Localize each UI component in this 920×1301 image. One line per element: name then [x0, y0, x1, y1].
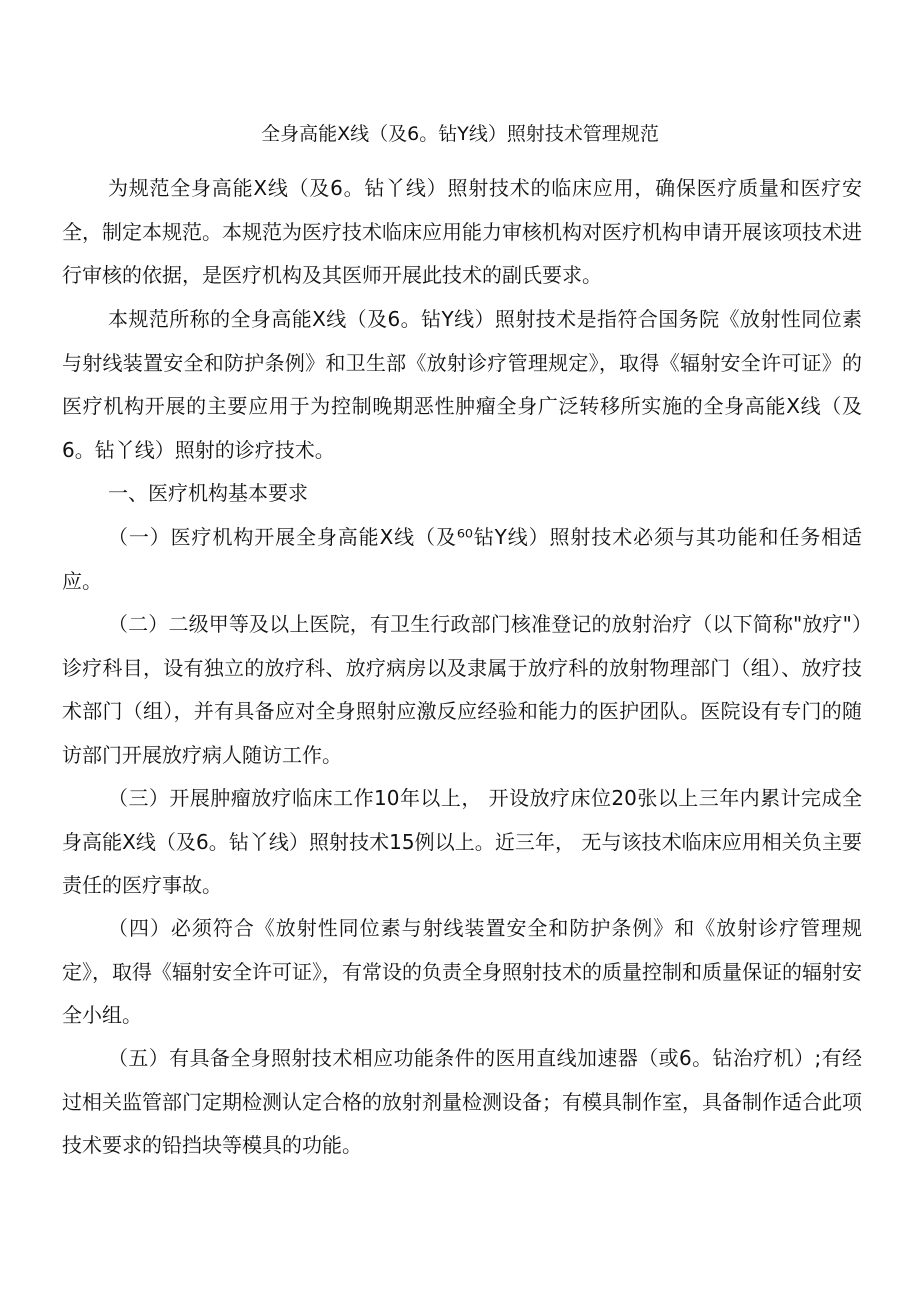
requirement-item-5: （五）有具备全身照射技术相应功能条件的医用直线加速器（或6。钻治疗机）;有经过相关监管部门定期检测认定合格的放射剂量检测设备；有模具制作室，具备制作适合此项技术要求的铅挡块等模具的功能。: [62, 1046, 862, 1157]
document-title: 全身高能X线（及6。钻Y线）照射技术管理规范: [261, 123, 659, 145]
requirement-item-2: （二）二级甲等及以上医院，有卫生行政部门核准登记的放射治疗（以下简称"放疗"）诊疗科目，设有独立的放疗科、放疗病房以及隶属于放疗科的放射物理部门（组）、放疗技术部门（组），并有具备应对全身照射应激反应经验和能力的医护团队。医院设有专门的随访部门开展放疗病人随访工作。: [62, 612, 862, 767]
requirement-item-4: （四）必须符合《放射性同位素与射线装置安全和防护条例》和《放射诊疗管理规定》，取得《辐射安全许可证》，有常设的负责全身照射技术的质量控制和质量保证的辐射安全小组。: [62, 916, 862, 1027]
requirement-item-3: （三）开展肿瘤放疗临床工作10年以上， 开设放疗床位20张以上三年内累计完成全身高能X线（及6。钻丫线）照射技术15例以上。近三年， 无与该技术临床应用相关负主要责任的医疗事故。: [62, 786, 862, 897]
section-heading-1: 一、医疗机构基本要求: [108, 481, 308, 505]
intro-paragraph-2: 本规范所称的全身高能X线（及6。钻Y线）照射技术是指符合国务院《放射性同位素与射线装置安全和防护条例》和卫生部《放射诊疗管理规定》，取得《辐射安全许可证》的医疗机构开展的主要应用于为控制晚期恶性肿瘤全身广泛转移所实施的全身高能X线（及6。钻丫线）照射的诊疗技术。: [62, 307, 862, 462]
requirement-item-1: （一）医疗机构开展全身高能X线（及⁶⁰钻Y线）照射技术必须与其功能和任务相适应。: [62, 525, 862, 593]
intro-paragraph-1: 为规范全身高能X线（及6。钻丫线）照射技术的临床应用，确保医疗质量和医疗安全，制定本规范。本规范为医疗技术临床应用能力审核机构对医疗机构申请开展该项技术进行审核的依据，是医疗机构及其医师开展此技术的副氏要求。: [62, 176, 862, 287]
